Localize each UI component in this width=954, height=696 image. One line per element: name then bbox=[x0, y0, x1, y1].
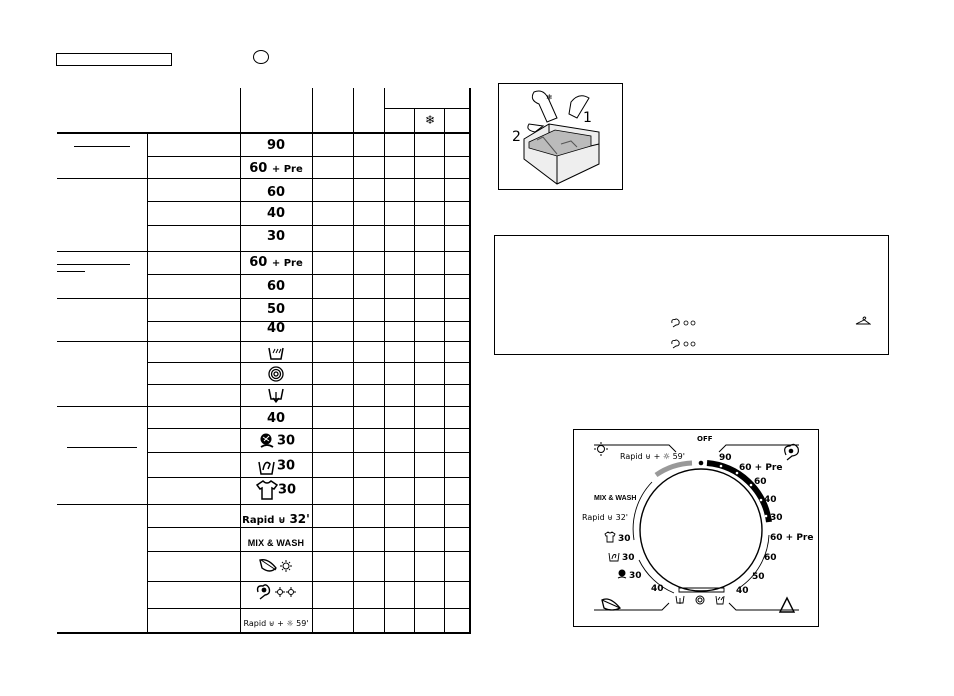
dial-right-8: 50 bbox=[752, 572, 765, 582]
row-line bbox=[147, 225, 471, 226]
rinse-icon bbox=[267, 344, 285, 360]
dial-right-6: 60 + Pre bbox=[770, 533, 814, 543]
shirt-icon bbox=[256, 480, 278, 500]
dial-right-1: 90 bbox=[719, 453, 732, 463]
row-18-value: MIX & WASH bbox=[247, 538, 305, 548]
row-19-value bbox=[240, 556, 312, 576]
feather-icon bbox=[602, 599, 620, 610]
dial-left-3: Rapid ⊎ 32' bbox=[582, 513, 628, 522]
row-line bbox=[147, 477, 471, 478]
row-10-value bbox=[240, 343, 312, 361]
cotton-sun-icon bbox=[671, 339, 697, 349]
row-line bbox=[147, 362, 471, 363]
row-15-value: 30 bbox=[240, 456, 312, 476]
drain-spin-rinse-icons bbox=[674, 594, 728, 606]
cotton-sun-icon bbox=[671, 318, 697, 328]
col-line bbox=[444, 108, 445, 634]
row-2-value: 60 + Pre bbox=[249, 161, 303, 176]
col-line bbox=[312, 88, 313, 634]
row-6-value: 60 + Pre bbox=[249, 255, 303, 270]
row-7-value: 60 bbox=[266, 279, 286, 294]
spin-icon bbox=[268, 366, 284, 382]
programme-table bbox=[57, 88, 471, 634]
row-4-value: 40 bbox=[266, 206, 286, 221]
dial-right-5: 30 bbox=[770, 513, 783, 523]
dial-left-1: Rapid ⊎ + ☼ 59' bbox=[620, 452, 685, 461]
col-line bbox=[353, 88, 354, 634]
row-3-value: 60 bbox=[266, 185, 286, 200]
row-9-value: 40 bbox=[266, 321, 286, 336]
dial-right-3: 60 bbox=[754, 477, 767, 487]
row-line bbox=[147, 156, 471, 157]
shirt-icon bbox=[604, 531, 616, 543]
row-21-value: Rapid ⊎ + ☼ 59' bbox=[243, 619, 309, 628]
dial-right-4: 40 bbox=[764, 495, 777, 505]
group-line bbox=[57, 504, 471, 505]
dial-left-2: MIX & WASH bbox=[594, 495, 637, 502]
row-14-value: 30 bbox=[240, 431, 312, 451]
col-line bbox=[469, 88, 471, 634]
wool-icon bbox=[616, 568, 628, 580]
detergent-drawer-figure bbox=[498, 83, 623, 190]
feather-sun-icon bbox=[258, 556, 294, 576]
country-code-circle bbox=[253, 50, 269, 64]
row-1-value: 90 bbox=[266, 138, 286, 153]
dial-right-9: 40 bbox=[736, 586, 749, 596]
row-line bbox=[147, 274, 471, 275]
handwash-icon bbox=[257, 456, 277, 476]
group-line bbox=[57, 251, 471, 252]
figure-label-2: 2 bbox=[512, 129, 521, 145]
dial-right-7: 60 bbox=[764, 553, 777, 563]
row-11-value bbox=[240, 365, 312, 383]
row-5-value: 30 bbox=[266, 229, 286, 244]
note-box bbox=[494, 235, 889, 355]
row-line bbox=[147, 428, 471, 429]
dial-left-7: 40 bbox=[651, 584, 664, 594]
wool-icon bbox=[257, 431, 277, 451]
header-label-box bbox=[56, 53, 172, 66]
col-line bbox=[384, 88, 385, 634]
header-bottom-line bbox=[57, 132, 471, 134]
cold-symbol: ❄ bbox=[424, 113, 436, 127]
cotton-sun-icon bbox=[254, 582, 298, 602]
row-13-value: 40 bbox=[266, 411, 286, 426]
group-line bbox=[57, 406, 471, 407]
row-8-value: 50 bbox=[266, 302, 286, 317]
programme-dial bbox=[573, 429, 819, 627]
dial-off: OFF bbox=[697, 435, 713, 443]
row-line bbox=[147, 384, 471, 385]
row-20-value bbox=[240, 582, 312, 602]
row-line bbox=[147, 452, 471, 453]
sun-icon bbox=[594, 442, 608, 456]
col-line bbox=[414, 108, 415, 634]
dial-left-5: 30 bbox=[622, 553, 635, 563]
figure-label-1: 1 bbox=[583, 110, 592, 126]
row-line bbox=[147, 608, 471, 609]
handwash-icon bbox=[608, 550, 620, 562]
col-line bbox=[147, 132, 148, 634]
row-16-value: 30 bbox=[240, 480, 312, 500]
row-17-value: Rapid ⊎ 32' bbox=[242, 512, 310, 526]
detergent-drawer-illustration bbox=[499, 84, 622, 189]
row-12-value bbox=[240, 386, 312, 404]
svg-text:❄: ❄ bbox=[546, 93, 553, 102]
drain-icon bbox=[267, 387, 285, 403]
group-line bbox=[57, 341, 471, 342]
dial-left-6: 30 bbox=[629, 571, 642, 581]
cotton-icon bbox=[785, 444, 799, 460]
dial-left-4: 30 bbox=[618, 534, 631, 544]
dial-right-2: 60 + Pre bbox=[739, 463, 783, 473]
subheader-line bbox=[384, 108, 470, 109]
hanger-icon bbox=[855, 316, 871, 326]
group-line bbox=[57, 298, 471, 299]
